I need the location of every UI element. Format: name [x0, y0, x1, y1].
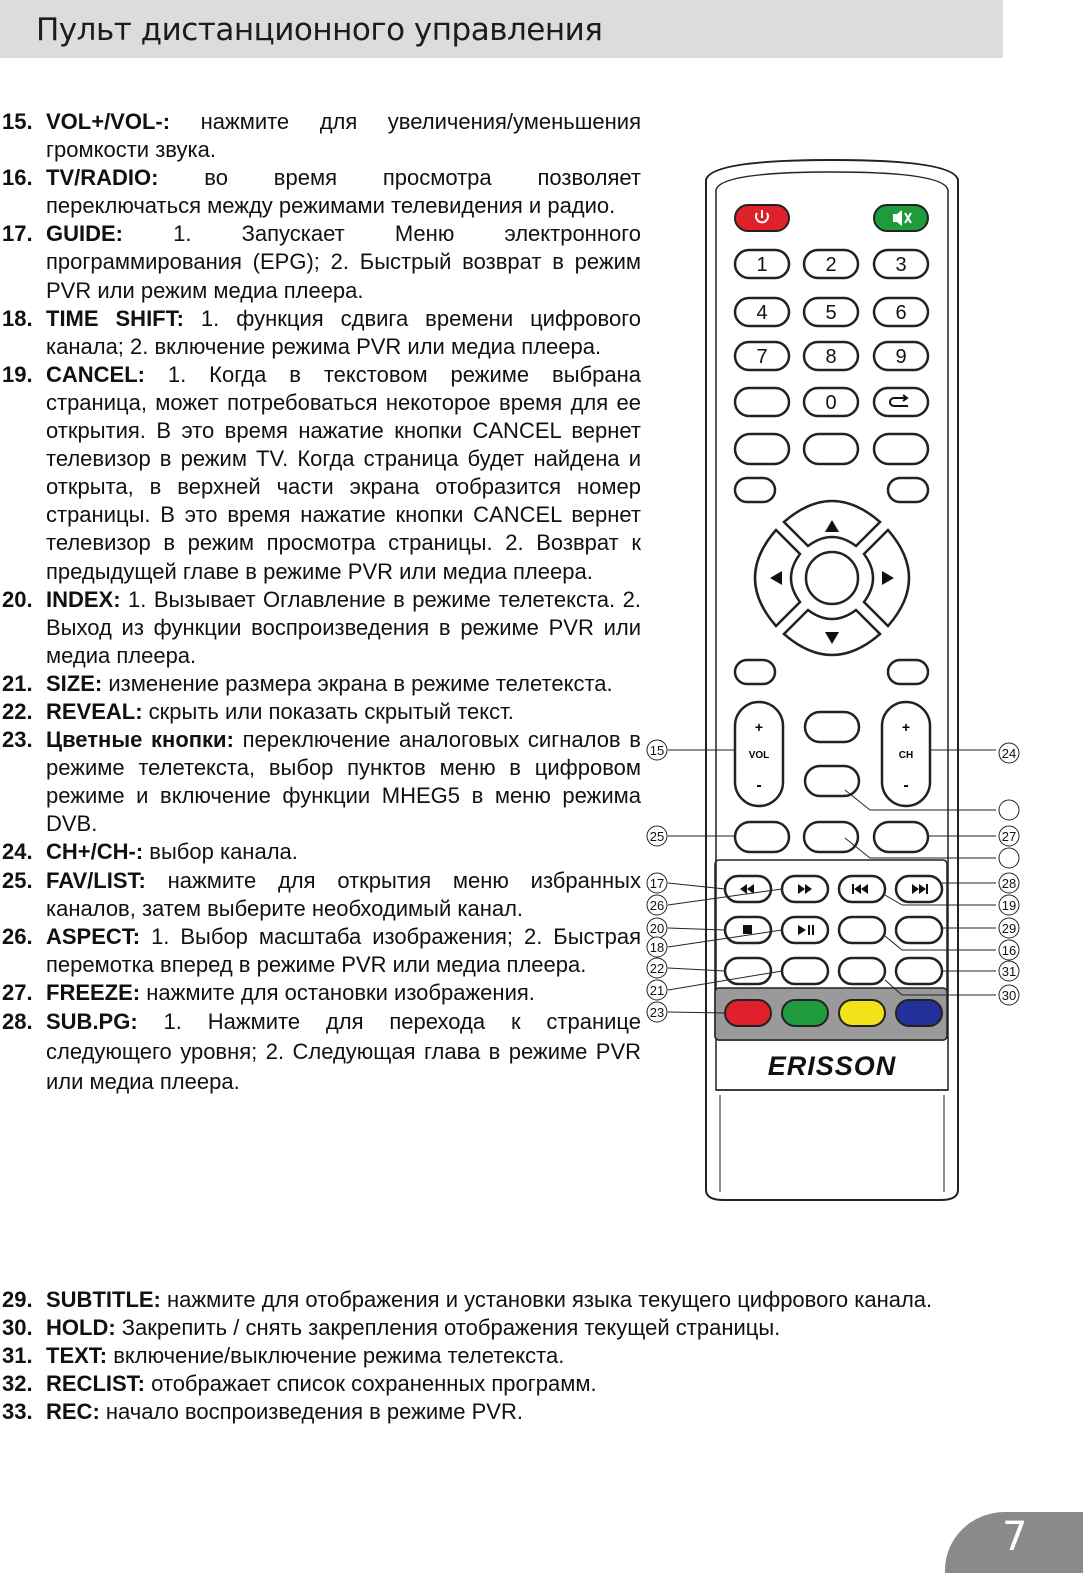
list-item — [0, 220, 641, 304]
freeze-button[interactable] — [874, 822, 928, 852]
list-item — [0, 586, 641, 670]
digit-label: 3 — [895, 254, 907, 276]
function-button[interactable] — [896, 917, 942, 943]
list-item — [0, 670, 641, 698]
list-item — [0, 108, 641, 164]
item-text: переключение аналоговых сигналов в режиме телетекста, выбор пунктов меню в цифровом режиме и включение функции MHEG5 в меню режима DVB. — [46, 727, 641, 837]
item-term: TV/RADIO: — [46, 165, 159, 191]
fav-list-button[interactable] — [735, 822, 789, 852]
digit-label: 1 — [756, 254, 768, 276]
item-text: 1. Выбор масштаба изображения; 2. Быстрая перемотка вперед в режиме PVR или медиа плеера. — [46, 923, 641, 977]
list-item — [0, 838, 641, 866]
item-term: SUBTITLE: — [46, 1287, 161, 1312]
callout-number: 21 — [649, 983, 665, 998]
item-term: RECLIST: — [46, 1371, 145, 1397]
item-text: отображает список сохраненных программ. — [145, 1371, 597, 1397]
digit-label: 6 — [895, 302, 907, 324]
list-item — [0, 164, 641, 220]
item-number: 20. — [2, 586, 33, 612]
item-term: HOLD: — [46, 1315, 116, 1341]
function-button[interactable] — [804, 434, 858, 464]
callout-circles-right — [999, 743, 1019, 1005]
item-term: GUIDE: — [46, 221, 123, 247]
item-number: 21. — [2, 670, 33, 696]
item-number: 32. — [2, 1371, 33, 1397]
callout-number: 18 — [649, 940, 665, 955]
function-button[interactable] — [839, 917, 885, 943]
brand-logo: ERISSON — [767, 1051, 897, 1081]
callout-number: 26 — [649, 898, 665, 913]
callout-number: 19 — [1001, 898, 1017, 913]
item-term: CANCEL: — [46, 361, 145, 387]
callout-number: 23 — [649, 1005, 665, 1020]
callout-number: 25 — [649, 829, 665, 844]
callout-circle-empty — [999, 848, 1019, 868]
function-button[interactable] — [805, 766, 859, 796]
digit-label: 2 — [825, 254, 837, 276]
vol-minus-label: - — [756, 777, 762, 794]
list-item — [0, 1007, 641, 1097]
vol-label: VOL — [748, 750, 770, 761]
page-title: Пульт дистанционного управления — [36, 12, 603, 48]
item-text: нажмите для увеличения/уменьшения громкости звука. — [46, 109, 641, 163]
callout-number: 17 — [649, 876, 665, 891]
item-number: 25. — [2, 867, 33, 893]
digit-label: 4 — [756, 302, 768, 324]
function-button[interactable] — [735, 434, 789, 464]
function-button[interactable] — [888, 478, 928, 502]
vol-plus-label: + — [754, 719, 764, 735]
red-button[interactable] — [725, 1000, 771, 1026]
item-term: INDEX: — [46, 586, 121, 612]
item-text: включение/выключение режима телетекста. — [107, 1343, 565, 1369]
item-term: Цветные кнопки: — [46, 727, 234, 753]
item-number: 31. — [2, 1343, 33, 1369]
item-text: скрыть или показать скрытый текст. — [142, 698, 514, 724]
function-button[interactable] — [725, 958, 771, 984]
callout-number: 20 — [649, 921, 665, 936]
item-number: 28. — [2, 1009, 33, 1034]
item-number: 22. — [2, 698, 33, 724]
remote-diagram — [640, 150, 1040, 1210]
item-text: 1. Нажмите для перехода к странице следующего уровня; 2. Следующая глава в режиме PVR или медиа плеера. — [46, 1009, 641, 1094]
list-item — [0, 979, 641, 1007]
digit-label: 0 — [825, 392, 837, 414]
item-text: во время просмотра позволяет переключаться между режимами телевидения и радио. — [46, 165, 641, 219]
function-button[interactable] — [874, 434, 928, 464]
list-item — [0, 361, 641, 586]
item-number: 24. — [2, 839, 33, 865]
item-term: FAV/LIST: — [46, 867, 146, 893]
callout-number: 15 — [649, 743, 665, 758]
item-text: начало воспроизведения в режиме PVR. — [99, 1399, 523, 1425]
blue-button[interactable] — [896, 1000, 942, 1026]
item-text: 1. Запускает Меню электронного программирования (EPG); 2. Быстрый возврат в режим PVR или режим медиа плеера. — [46, 221, 641, 303]
list-item — [0, 867, 641, 923]
item-number: 33. — [2, 1399, 33, 1425]
item-text: 1. Когда в текстовом режиме выбрана страница, может потребоваться некоторое время для ее открытия. В это время нажатие кнопки CANCEL вернет телевизор в режим TV. Когда страница будет найдена и открыта, в верхней части экрана отобразится номер страницы. В это время нажатие кнопки CANCEL вернет телевизор в режим просмотра страницы. 2. Возврат к предыдущей главе в режиме PVR или медиа плеера. — [46, 361, 641, 584]
callout-circle-empty — [999, 800, 1019, 820]
page-number: 7 — [1002, 1514, 1028, 1560]
callout-number: 29 — [1001, 921, 1017, 936]
item-term: TEXT: — [46, 1343, 108, 1369]
callout-number: 31 — [1001, 964, 1017, 979]
stop-icon — [743, 925, 752, 934]
item-number: 29. — [2, 1287, 33, 1312]
item-text: изменение размера экрана в режиме телетекста. — [102, 670, 613, 696]
item-number: 30. — [2, 1315, 33, 1341]
item-number: 15. — [2, 109, 33, 134]
function-button[interactable] — [839, 958, 885, 984]
item-term: SIZE: — [46, 670, 103, 696]
item-text: Закрепить / снять закрепления отображения текущей страницы. — [115, 1315, 781, 1341]
function-button[interactable] — [888, 660, 928, 684]
ch-label: CH — [898, 750, 914, 761]
function-button[interactable] — [805, 712, 859, 742]
digit-label: 8 — [825, 346, 837, 368]
item-term: FREEZE: — [46, 979, 141, 1005]
list-item — [0, 1370, 1006, 1398]
callout-number: 22 — [649, 961, 665, 976]
list-item — [0, 305, 641, 361]
yellow-button[interactable] — [839, 1000, 885, 1026]
description-column-bottom — [0, 1286, 1006, 1426]
green-button[interactable] — [782, 1000, 828, 1026]
item-text: 1. функция сдвига времени цифрового канала; 2. включение режима PVR или медиа плеера. — [46, 305, 641, 359]
item-text: нажмите для отображения и установки языка текущего цифрового канала. — [160, 1287, 933, 1312]
item-text: 1. Вызывает Оглавление в режиме телетекста. 2. Выход из функции воспроизведения в режиме PVR или медиа плеера. — [46, 586, 641, 668]
list-item — [0, 1398, 1006, 1426]
digit-label: 5 — [825, 302, 837, 324]
callout-number: 28 — [1001, 876, 1017, 891]
list-item — [0, 923, 641, 979]
callout-number: 24 — [1001, 746, 1017, 761]
callout-circles-left — [647, 740, 667, 1022]
digit-label: 7 — [756, 346, 768, 368]
item-text: выбор канала. — [143, 839, 298, 865]
item-number: 19. — [2, 361, 33, 387]
list-item — [0, 698, 641, 726]
item-text: нажмите для открытия меню избранных каналов, затем выберите необходимый канал. — [46, 867, 641, 921]
item-term: TIME SHIFT: — [46, 305, 184, 331]
item-term: REC: — [46, 1399, 100, 1425]
list-item — [0, 1314, 1006, 1342]
function-button[interactable] — [804, 822, 858, 852]
callout-number: 16 — [1001, 943, 1017, 958]
item-number: 23. — [2, 727, 33, 753]
blank-button[interactable] — [735, 388, 789, 416]
item-term: SUB.PG: — [46, 1009, 138, 1034]
ch-plus-label: + — [901, 719, 911, 735]
item-term: ASPECT: — [46, 923, 141, 949]
callout-number: 27 — [1001, 829, 1017, 844]
item-number: 17. — [2, 221, 33, 247]
function-button[interactable] — [735, 660, 775, 684]
description-column — [0, 108, 641, 1097]
list-item — [0, 726, 641, 838]
ch-minus-label: - — [903, 777, 909, 794]
callout-number: 30 — [1001, 988, 1017, 1003]
function-button[interactable] — [896, 958, 942, 984]
function-button[interactable] — [782, 958, 828, 984]
item-number: 27. — [2, 979, 33, 1005]
item-number: 26. — [2, 923, 33, 949]
recall-button[interactable] — [874, 388, 928, 416]
item-term: REVEAL: — [46, 698, 143, 724]
function-button[interactable] — [735, 478, 775, 502]
item-number: 18. — [2, 305, 33, 331]
list-item — [0, 1342, 1006, 1370]
digit-label: 9 — [895, 346, 907, 368]
list-item — [0, 1286, 1006, 1314]
item-term: VOL+/VOL-: — [46, 109, 171, 134]
item-term: CH+/CH-: — [46, 839, 144, 865]
ok-button[interactable] — [806, 552, 858, 604]
item-number: 16. — [2, 165, 33, 191]
item-text: нажмите для остановки изображения. — [140, 979, 535, 1005]
